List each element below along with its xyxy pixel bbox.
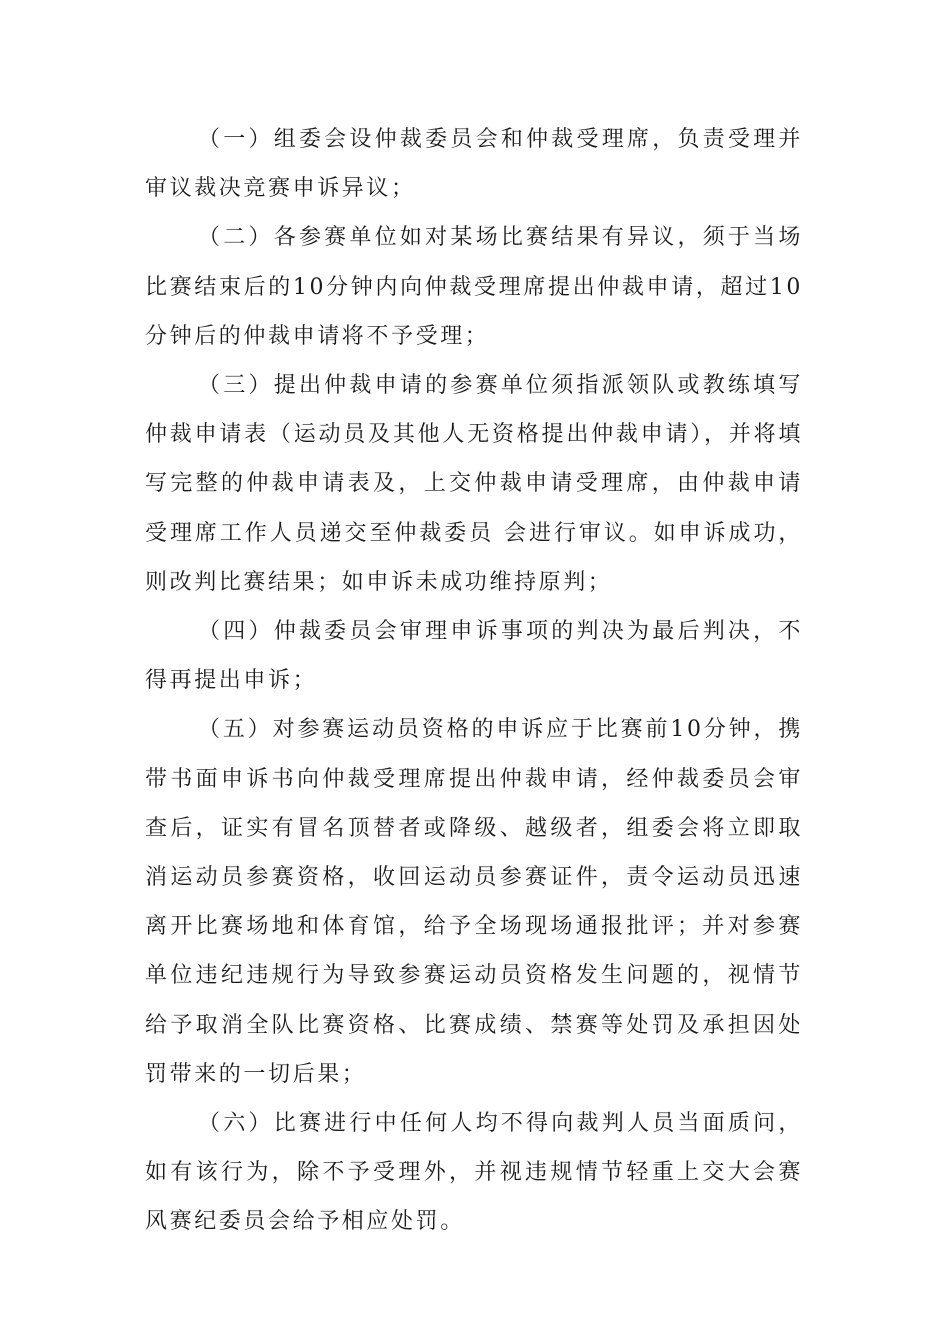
paragraph-4: （四）仲裁委员会审理申诉事项的判决为最后判决，不得再提出申诉； xyxy=(145,619,803,694)
paragraph-5: （五）对参赛运动员资格的申诉应于比赛前10分钟，携带书面申诉书向仲裁受理席提出仲裁申请，经仲裁委员会审查后，证实有冒名顶替者或降级、越级者，组委会将立即取消运动员参赛资格，收回运动员参赛证件，责令运动员迅速离开比赛场地和体育馆，给予全场现场通报批评；并对参赛单位违纪违规行为导致参赛运动员资格发生问题的，视情节给予取消全队比赛资格、比赛成绩、禁赛等处罚及承担因处罚带来的一切后果； xyxy=(145,717,803,1087)
paragraph-3: （三）提出仲裁申请的参赛单位须指派领队或教练填写仲裁申请表（运动员及其他人无资格提出仲裁申请），并将填写完整的仲裁申请表及，上交仲裁申请受理席，由仲裁申请受理席工作人员递交至仲裁委员 会进行审议。如申诉成功，则改判比赛结果；如申诉未成功维持原判； xyxy=(145,373,803,595)
paragraph-6: （六）比赛进行中任何人均不得向裁判人员当面质问，如有该行为，除不予受理外，并视违规情节轻重上交大会赛风赛纪委员会给予相应处罚。 xyxy=(145,1111,803,1235)
paragraph-2: （二）各参赛单位如对某场比赛结果有异议，须于当场比赛结束后的10分钟内向仲裁受理席提出仲裁申请，超过10分钟后的仲裁申请将不予受理； xyxy=(145,225,803,349)
document-body xyxy=(145,115,803,1247)
paragraph-1: （一）组委会设仲裁委员会和仲裁受理席，负责受理并审议裁决竞赛申诉异议； xyxy=(145,127,803,202)
